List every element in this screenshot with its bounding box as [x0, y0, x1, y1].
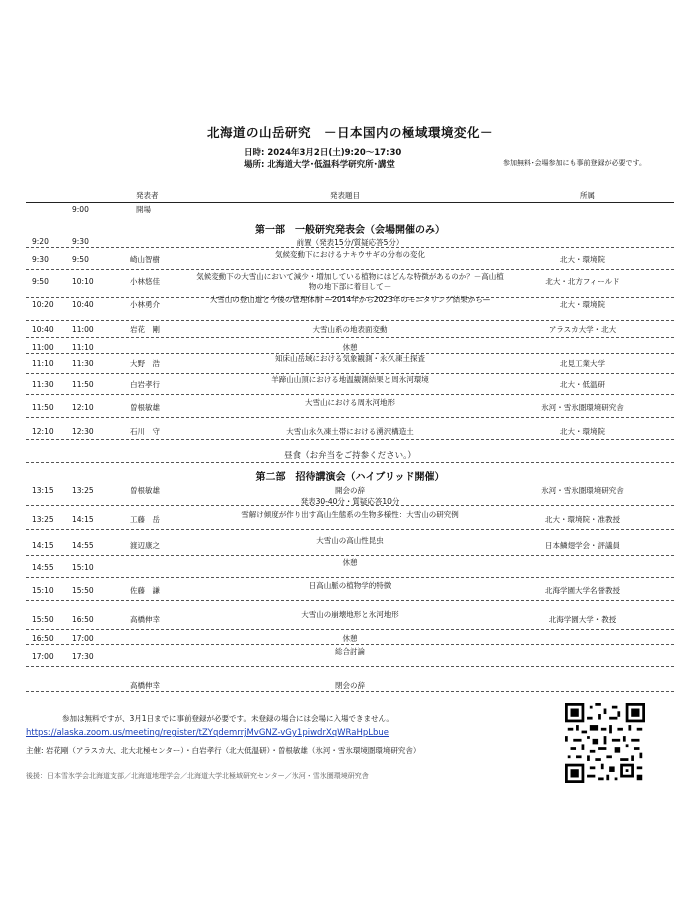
row-end-time: 10:10	[72, 277, 94, 286]
row-start-time: 13:25	[32, 515, 54, 524]
row-affiliation: 北海学園大学・教授	[548, 615, 617, 624]
row-end-time: 10:40	[72, 300, 94, 309]
row-presenter: 高橋伸幸	[130, 615, 160, 624]
row-start-time: 17:00	[32, 652, 54, 661]
header-presenter: 発表者	[136, 191, 159, 200]
lunch-rule	[26, 462, 674, 463]
row-end-time: 11:50	[72, 380, 94, 389]
lunch-note: 昼食（お弁当をご持参ください。）	[284, 451, 416, 461]
part1-start: 9:20	[32, 237, 49, 246]
row-topic: 羊蹄山山頂における地温観測結果と周氷河環境	[271, 375, 429, 384]
row-end-time: 9:50	[72, 255, 89, 264]
part1-end: 9:30	[72, 237, 89, 246]
row-end-time: 15:50	[72, 586, 94, 595]
row-end-time: 14:55	[72, 541, 94, 550]
registration-note: 参加は無料ですが、3月1日までに事前登録が必要です。未登録の場合には会場に入場できません。	[62, 714, 394, 723]
row-affiliation: 日本鱗翅学会・評議員	[545, 541, 620, 550]
row-topic: 休憩	[342, 343, 358, 352]
row-separator	[26, 644, 674, 645]
row-topic: 知床山岳域における気象観測・永久凍土探査	[275, 354, 425, 363]
row-topic: 気候変動下におけるナキウサギの分布の変化	[275, 250, 425, 259]
row-end-time: 11:30	[72, 359, 94, 368]
row-affiliation: 北大・環境院	[560, 300, 605, 309]
row-start-time: 16:50	[32, 634, 54, 643]
row-presenter: 曽根敏雄	[130, 403, 160, 412]
row-separator	[26, 529, 674, 530]
event-datetime: 日時: 2024年3月2日(土)9:20～17:30	[244, 148, 402, 158]
part1-rule	[26, 247, 674, 248]
header-topic: 発表題目	[330, 191, 360, 200]
part2-note: 発表30-40分・質疑応答10分	[300, 497, 400, 506]
row-presenter: 崎山智樹	[130, 255, 160, 264]
header-affiliation: 所属	[580, 191, 595, 200]
row-topic: 閉会の辞	[335, 681, 365, 690]
row-presenter: 佐藤 謙	[130, 586, 160, 595]
part2-affil: 氷河・雪氷圏環境研究舎	[541, 486, 624, 495]
page-title: 北海道の山岳研究 －日本国内の極域環境変化－	[206, 125, 493, 140]
row-affiliation: 北見工業大学	[560, 359, 605, 368]
row-affiliation: 北大・低温研	[560, 380, 605, 389]
row-separator	[26, 666, 674, 667]
row-separator	[26, 373, 674, 374]
row-end-time: 11:10	[72, 343, 94, 352]
part2-rule	[26, 505, 674, 506]
row-topic: 大雪山における周氷河地形	[305, 398, 395, 407]
part1-note: 前置（発表15分/質疑応答5分）	[296, 238, 404, 247]
opening-label: 開場	[136, 205, 151, 214]
row-start-time: 11:00	[32, 343, 54, 352]
row-end-time: 12:10	[72, 403, 94, 412]
part2-title: 第二部 招待講演会（ハイブリッド開催）	[255, 472, 445, 483]
organizers: 主催: 岩花剛（アラスカ大、北大北極センター）・白岩孝行（北大低温研）・曽根敏雄（氷河・雪氷環境圏環境研究舎）	[26, 746, 421, 755]
row-affiliation: 北大・環境院	[560, 427, 605, 436]
row-separator	[26, 269, 674, 270]
row-start-time: 11:50	[32, 403, 54, 412]
supporters: 後援：日本雪氷学会北海道支部／北海道地理学会／北海道大学北極域研究センター／氷河・雪氷圏環境研究舎	[26, 772, 369, 780]
row-topic: 休憩	[342, 558, 358, 567]
row-affiliation: 北大・北方フィールド	[545, 277, 620, 286]
row-topic: 大雪山永久凍土帯における湧沢構造土	[286, 427, 414, 436]
row-start-time: 11:30	[32, 380, 54, 389]
part2-end: 13:25	[72, 486, 94, 495]
part2-presenter: 曽根敏雄	[130, 486, 160, 495]
row-topic: 大雪山の登山道と今後の管理体制 —2014年から2023年のモニタリング結果から—	[209, 295, 491, 304]
registration-link[interactable]: https://alaska.zoom.us/meeting/register/tZYqdemrrjMvGNZ-vGy1piwdrXqWRaHpLbue	[26, 728, 390, 738]
row-start-time: 10:40	[32, 325, 54, 334]
row-topic: 日高山脈の植物学的特徴	[308, 581, 392, 590]
event-place: 場所: 北海道大学･低温科学研究所･講堂	[244, 160, 395, 170]
row-presenter: 石川 守	[130, 427, 160, 436]
opening-time: 9:00	[72, 205, 89, 214]
row-separator	[26, 577, 674, 578]
row-start-time: 14:15	[32, 541, 54, 550]
row-topic: 総合討論	[335, 647, 365, 656]
row-separator	[26, 320, 674, 321]
row-affiliation: 北大・環境院	[560, 255, 605, 264]
row-affiliation: 北大・環境院・准教授	[545, 515, 620, 524]
row-presenter: 小林勇介	[130, 300, 160, 309]
qr-code-icon[interactable]	[565, 703, 645, 783]
row-end-time: 15:10	[72, 563, 94, 572]
header-rule	[26, 202, 674, 203]
part1-title: 第一部 一般研究発表会（会場開催のみ）	[255, 225, 445, 236]
row-end-time: 12:30	[72, 427, 94, 436]
row-presenter: 小林悠佳	[130, 277, 160, 286]
row-topic: 大雪山の崩壊地形と氷河地形	[301, 610, 399, 619]
part2-start: 13:15	[32, 486, 54, 495]
row-separator	[26, 629, 674, 630]
row-topic: 気候変動下の大雪山において減少・増加している植物にはどんな特徴があるのか？－高山植物の地下部に着目して－	[196, 272, 504, 291]
row-start-time: 11:10	[32, 359, 54, 368]
row-topic: 大雪山系の地表面変動	[312, 325, 388, 334]
row-presenter: 高橋伸幸	[130, 681, 160, 690]
part2-topic: 開会の辞	[335, 486, 365, 495]
row-start-time: 12:10	[32, 427, 54, 436]
row-start-time: 15:10	[32, 586, 54, 595]
row-topic: 雪解け傾度が作り出す高山生態系の生物多様性：大雪山の研究例	[241, 510, 459, 519]
row-separator	[26, 394, 674, 395]
row-separator	[26, 691, 674, 692]
row-end-time: 17:30	[72, 652, 94, 661]
row-topic: 大雪山の高山性昆虫	[316, 536, 384, 545]
row-start-time: 9:50	[32, 277, 49, 286]
row-affiliation: アラスカ大学・北大	[548, 325, 617, 334]
row-presenter: 大野 浩	[130, 359, 160, 368]
row-presenter: 岩花 剛	[130, 325, 160, 334]
row-affiliation: 北海学園大学名誉教授	[545, 586, 620, 595]
row-topic: 休憩	[342, 634, 358, 643]
row-presenter: 白岩孝行	[130, 380, 160, 389]
row-end-time: 16:50	[72, 615, 94, 624]
row-start-time: 14:55	[32, 563, 54, 572]
row-presenter: 工藤 岳	[130, 515, 160, 524]
row-affiliation: 氷河・雪氷圏環境研究舎	[541, 403, 624, 412]
row-separator	[26, 600, 674, 601]
row-presenter: 渡辺康之	[130, 541, 160, 550]
row-separator	[26, 555, 674, 556]
row-start-time: 9:30	[32, 255, 49, 264]
row-start-time: 15:50	[32, 615, 54, 624]
row-end-time: 14:15	[72, 515, 94, 524]
row-end-time: 17:00	[72, 634, 94, 643]
row-start-time: 10:20	[32, 300, 54, 309]
row-end-time: 11:00	[72, 325, 94, 334]
row-separator	[26, 337, 674, 338]
fee-note: 参加無料･会場参加にも事前登録が必要です。	[503, 159, 646, 167]
row-separator	[26, 439, 674, 440]
row-separator	[26, 417, 674, 418]
